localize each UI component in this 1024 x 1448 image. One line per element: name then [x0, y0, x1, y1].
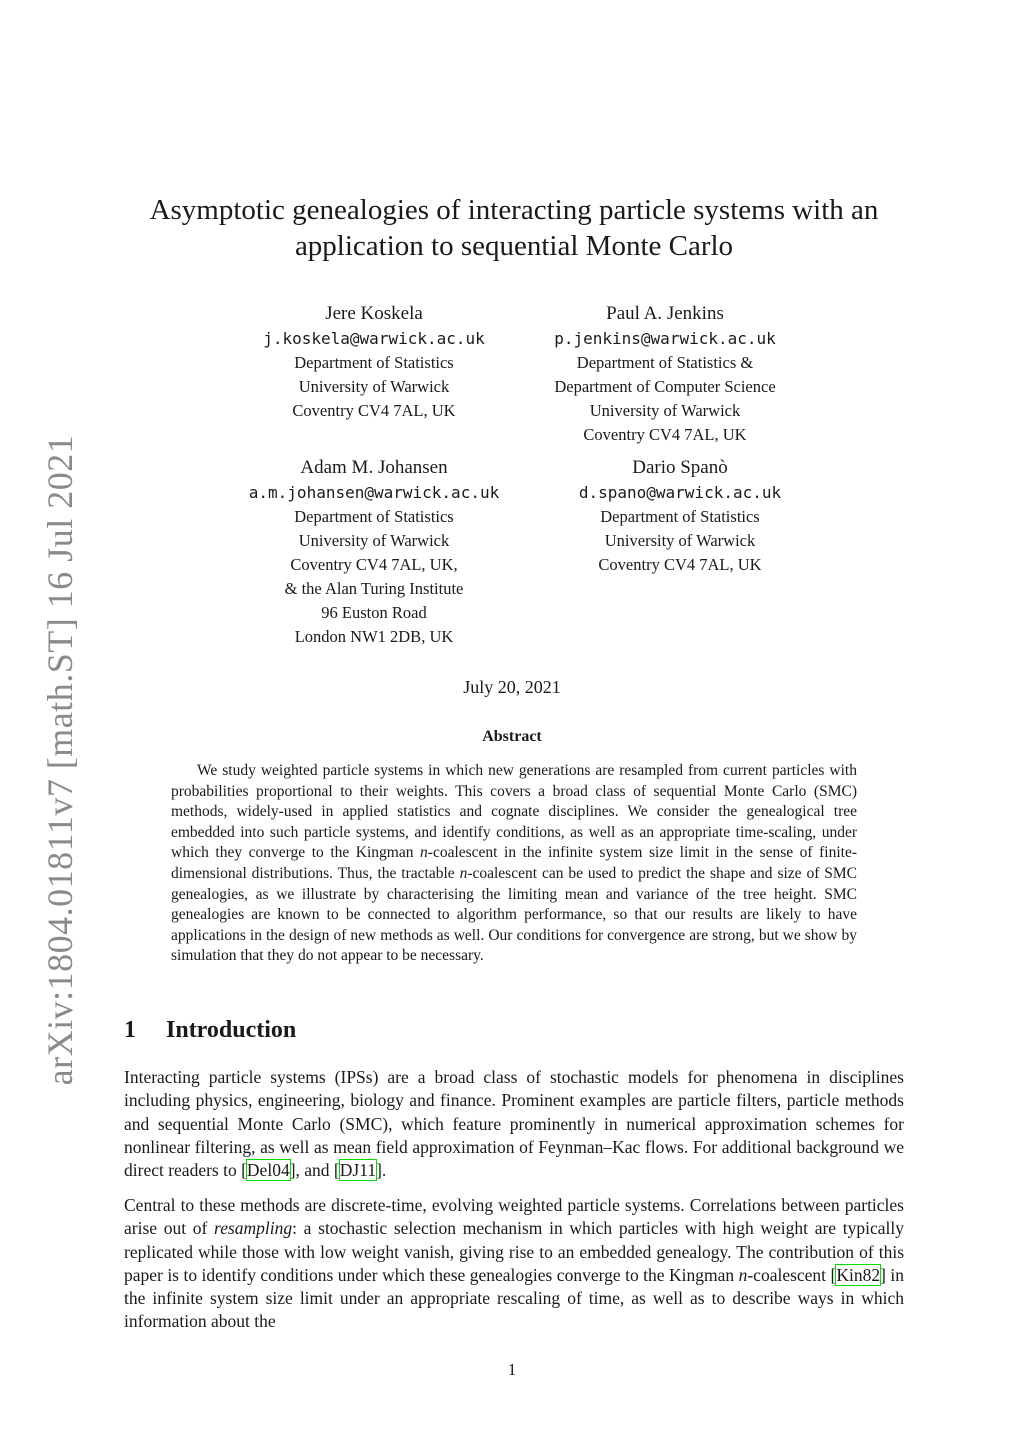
citation-link-dj11[interactable]: DJ11 [339, 1160, 377, 1181]
citation-link-kin82[interactable]: Kin82 [836, 1264, 881, 1285]
section-heading-introduction [124, 1017, 296, 1044]
affiliation-line: University of Warwick [298, 531, 450, 550]
author-email: j.koskela@warwick.ac.uk [263, 329, 485, 348]
author-email: a.m.johansen@warwick.ac.uk [248, 483, 500, 502]
author-email: d.spano@warwick.ac.uk [578, 483, 782, 502]
paper-title [110, 192, 918, 264]
intro-paragraph-2 [124, 1194, 904, 1334]
author-name: Jere Koskela [325, 303, 423, 324]
intro-paragraph-1 [124, 1066, 904, 1182]
paragraph-text: : a stochastic selection mechanism in which particles with high weight are typically replicated while those with low weight vanish, giving rise to an embedded genealogy. The contribution of this paper is to identify conditions under which these genealogies converge to the Kingman [124, 1218, 904, 1285]
affiliation-line: 96 Euston Road [321, 603, 427, 622]
abstract-text: -coalescent in the infinite system size limit in the sense of finite-dimensional distributions. Thus, the tractable [171, 844, 858, 882]
author-name: Dario Spanò [632, 457, 728, 478]
section-number: 1 [124, 1017, 136, 1043]
author-email: p.jenkins@warwick.ac.uk [554, 329, 776, 348]
math-n: n [459, 864, 468, 882]
affiliation-line: Coventry CV4 7AL, UK [598, 555, 762, 574]
affiliation-line: Department of Computer Science [554, 377, 776, 396]
abstract-text: -coalescent can be used to predict the shape and size of SMC genealogies, as we illustrate by characterising the limiting mean and variance of the tree height. SMC genealogies are known to be connected to algorithm performance, so that our results are likely to have applications in the design of new methods as well. Our conditions for convergence are strong, but we show by simulation that they do not appear to be necessary. [171, 864, 858, 965]
paragraph-text: Central to these methods are discrete-time, evolving weighted particle systems. Correlations between particles arise out of [124, 1195, 904, 1239]
author-block-jenkins [515, 301, 815, 447]
affiliation-line: Department of Statistics [294, 507, 454, 526]
paragraph-text: Interacting particle systems (IPSs) are a broad class of stochastic models for phenomena in disciplines including physics, engineering, biology and finance. Prominent examples are particle filters, particle methods and sequential Monte Carlo (SMC), which feature prominently in numerical approximation schemes for nonlinear filtering, as well as mean field approximation of Feynman–Kac flows. For additional background we direct readers to [ [124, 1067, 904, 1181]
affiliation-line: Department of Statistics [600, 507, 760, 526]
section-title: Introduction [166, 1017, 297, 1043]
math-n: n [420, 844, 428, 862]
affiliation-line: & the Alan Turing Institute [284, 579, 464, 598]
abstract-text: We study weighted particle systems in which new generations are resampled from current particles with probabilities proportional to their weights. This covers a broad class of sequential Monte Carlo (SMC) methods, widely-used in applied statistics and cognate disciplines. We consider the genealogical tree embedded into such particle systems, and identify conditions, as well as an appropriate time-scaling, under which they converge to the Kingman [171, 762, 857, 862]
publication-date: July 20, 2021 [463, 677, 561, 697]
affiliation-line: University of Warwick [589, 401, 741, 420]
math-n: n [738, 1264, 748, 1285]
affiliation-line: Coventry CV4 7AL, UK [583, 425, 747, 444]
author-name: Adam M. Johansen [300, 457, 448, 478]
affiliation-line: London NW1 2DB, UK [294, 627, 454, 646]
arxiv-identifier-stamp: arXiv:1804.01811v7 [math.ST] 16 Jul 2021 [40, 434, 80, 1086]
author-block-koskela [224, 301, 524, 423]
abstract-heading: Abstract [482, 728, 542, 745]
affiliation-line: Coventry CV4 7AL, UK [292, 401, 456, 420]
abstract-body [171, 761, 857, 967]
affiliation-line: Coventry CV4 7AL, UK, [290, 555, 458, 574]
page-number: 1 [507, 1360, 517, 1379]
affiliation-line: University of Warwick [298, 377, 450, 396]
author-block-johansen [224, 455, 524, 649]
paragraph-text: ]. [376, 1160, 387, 1181]
affiliation-line: Department of Statistics [294, 353, 454, 372]
paragraph-text: ] in the infinite system size limit under an appropriate rescaling of time, as well as to describe ways in which information about the [124, 1264, 904, 1332]
affiliation-line: University of Warwick [604, 531, 756, 550]
citation-link-del04[interactable]: Del04 [246, 1160, 290, 1181]
title-line-1: Asymptotic genealogies of interacting particle systems with an [149, 194, 879, 226]
emphasis-resampling: resampling [214, 1218, 293, 1239]
paragraph-text: ], and [ [289, 1160, 340, 1181]
paragraph-text: -coalescent [ [747, 1264, 837, 1285]
author-block-spano [530, 455, 830, 577]
author-name: Paul A. Jenkins [606, 303, 724, 324]
affiliation-line: Department of Statistics & [576, 353, 754, 372]
title-line-2: application to sequential Monte Carlo [294, 230, 734, 262]
